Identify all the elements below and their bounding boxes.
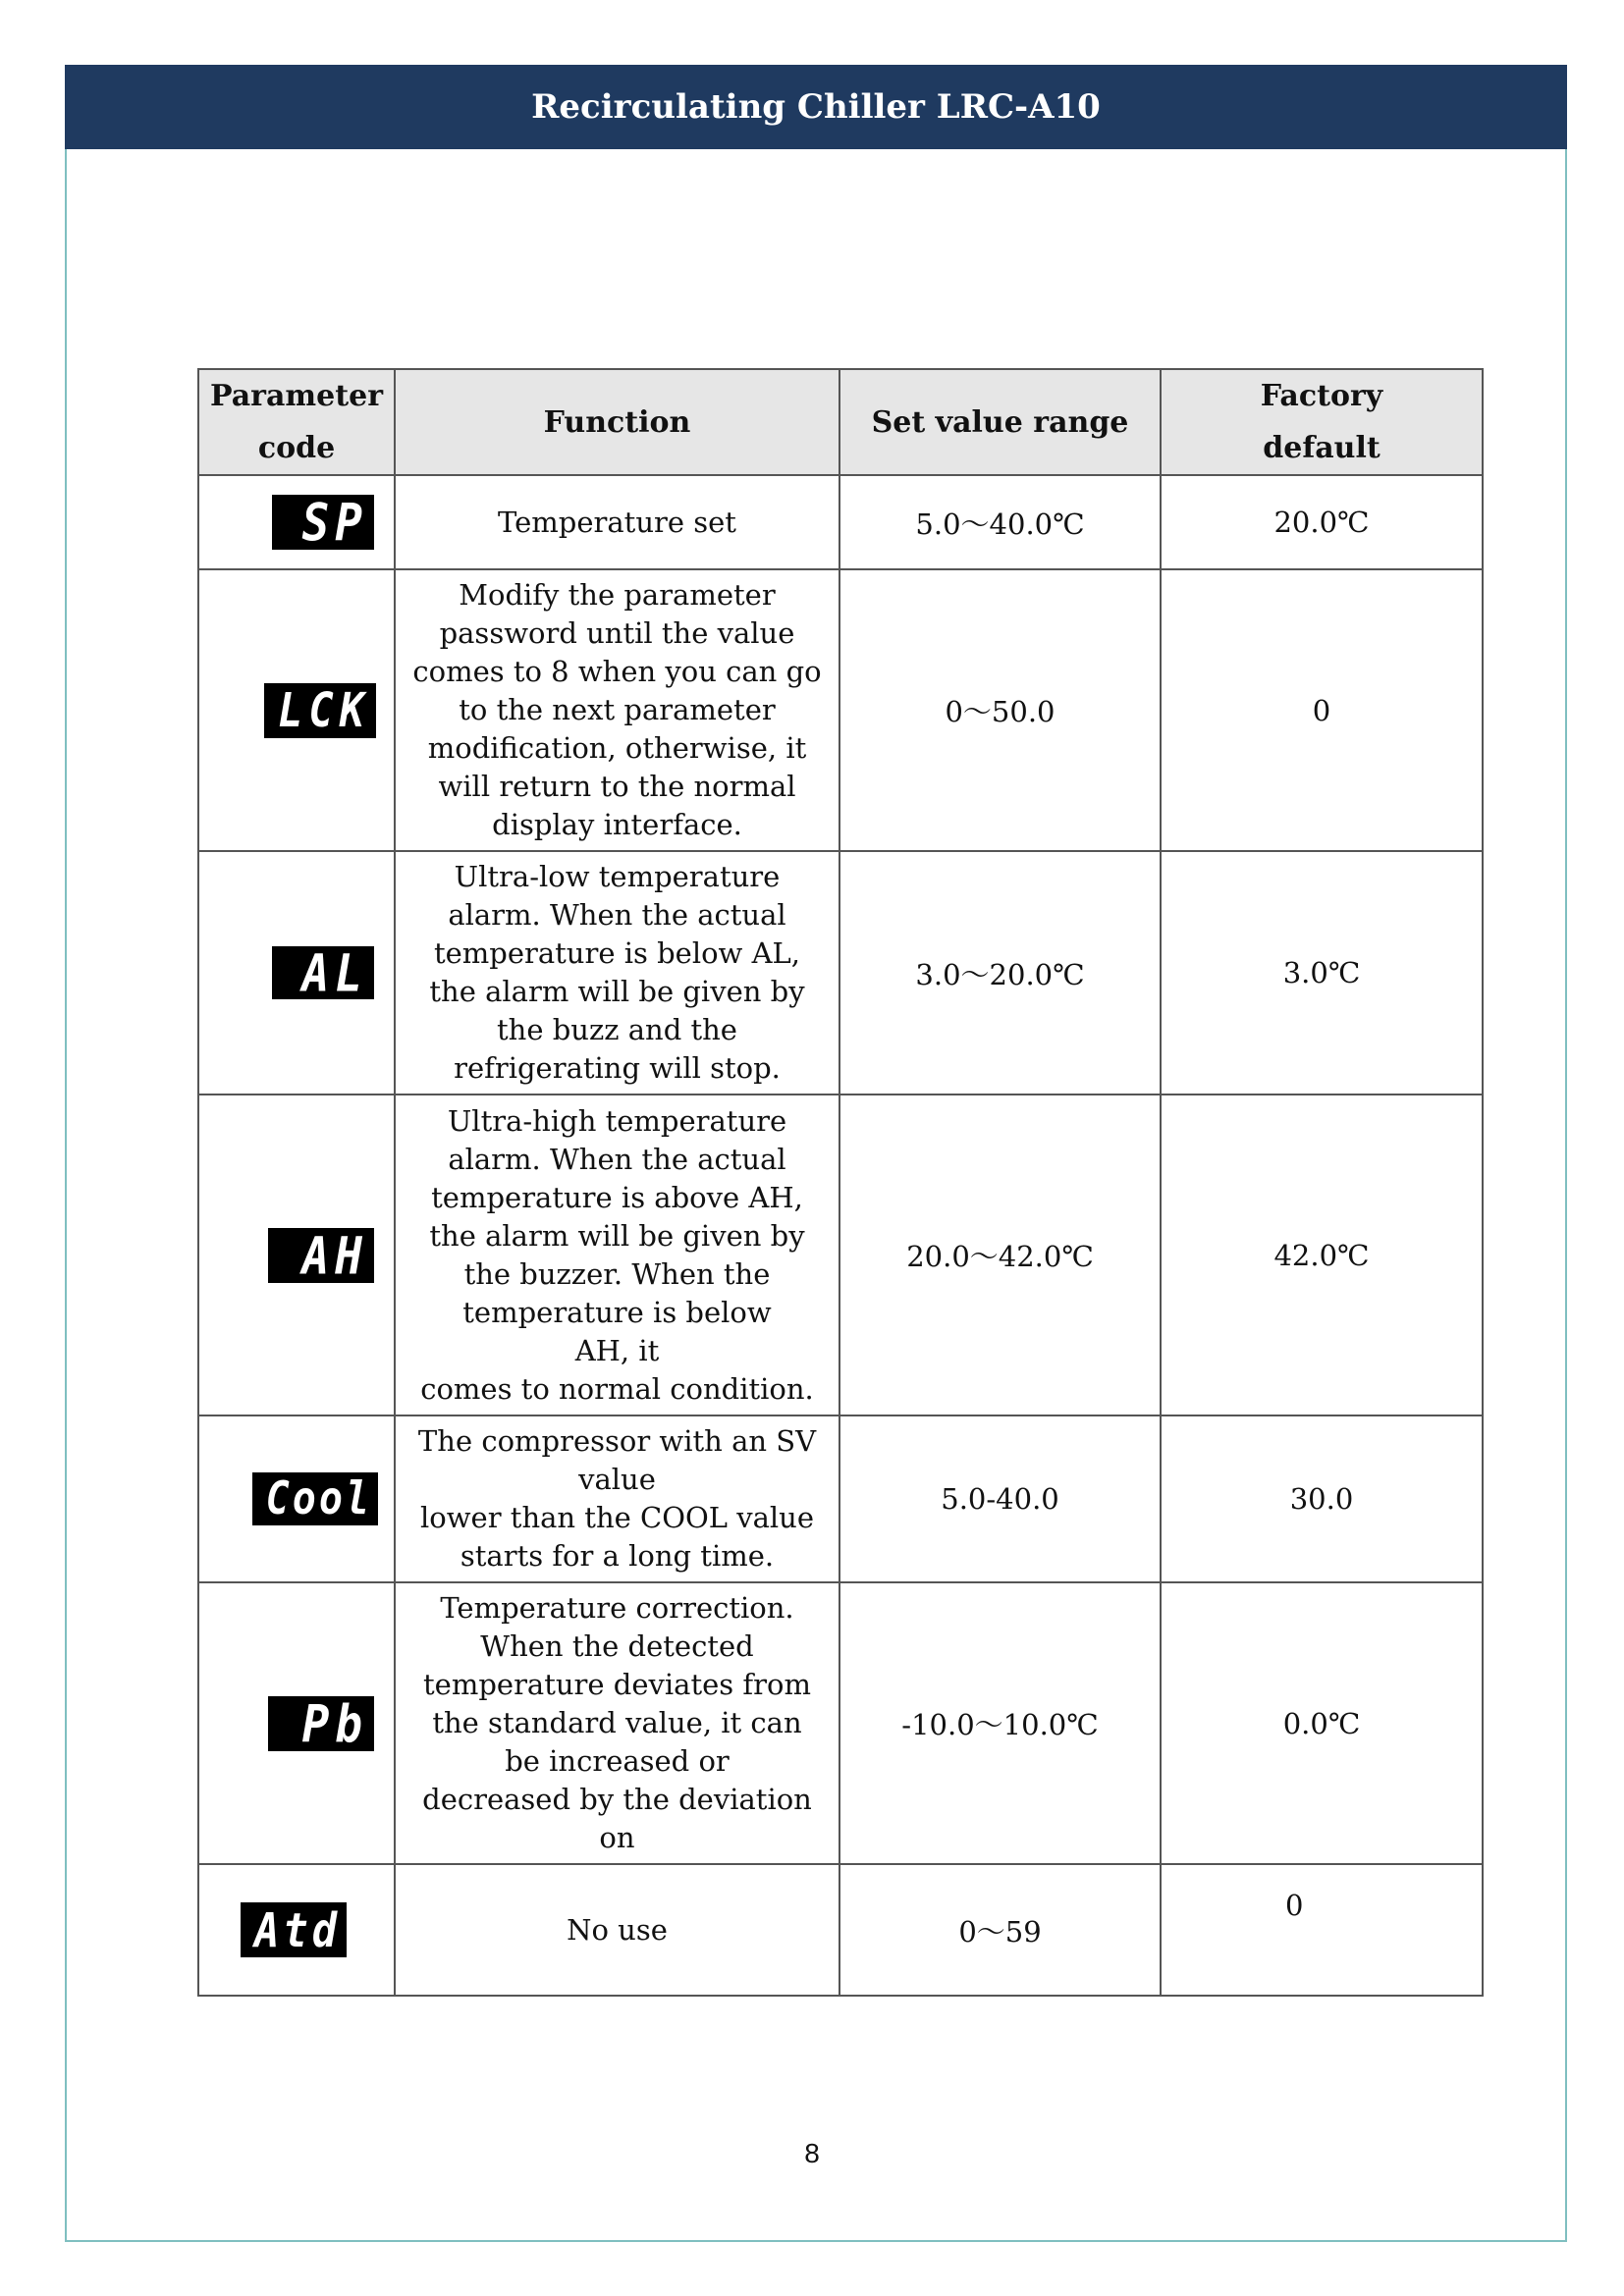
page-number: 8 [804, 2138, 820, 2168]
lcd-display-icon: Pb [268, 1696, 374, 1751]
range-cell: 5.0～40.0℃ [839, 475, 1161, 569]
table-row [198, 1864, 1483, 1996]
range-cell: 3.0～20.0℃ [839, 851, 1161, 1095]
lcd-display-icon: Cool [252, 1472, 378, 1525]
default-cell: 0 [1161, 1864, 1483, 1996]
default-cell: 0.0℃ [1161, 1582, 1483, 1864]
lcd-display-icon: Atd [241, 1902, 347, 1957]
range-cell: -10.0～10.0℃ [839, 1582, 1161, 1864]
parameter-code-cell [198, 1582, 395, 1864]
lcd-display-icon: SP [272, 495, 374, 550]
function-cell: Temperature correction. When the detected temperature deviates from the standard value, it can be increased or decreased by the deviation on [395, 1582, 839, 1864]
lcd-display-icon: AH [268, 1228, 374, 1283]
parameter-code-cell [198, 851, 395, 1095]
parameter-code-cell [198, 569, 395, 851]
function-cell: Modify the parameter password until the value comes to 8 when you can go to the next parameter modification, otherwise, it will return to the normal display interface. [395, 569, 839, 851]
column-header-function: Function [395, 369, 839, 475]
table-row [198, 1415, 1483, 1582]
parameter-code-cell [198, 1095, 395, 1415]
default-cell: 3.0℃ [1161, 851, 1483, 1095]
default-cell: 0 [1161, 569, 1483, 851]
parameter-code-cell [198, 1415, 395, 1582]
function-cell: Ultra-high temperature alarm. When the actual temperature is above AH, the alarm will be given by the buzzer. When the temperature is below AH, it comes to normal condition. [395, 1095, 839, 1415]
function-cell: The compressor with an SV value lower than the COOL value starts for a long time. [395, 1415, 839, 1582]
parameter-table [197, 368, 1484, 1997]
table-row [198, 851, 1483, 1095]
column-header-default: Factory default [1161, 369, 1483, 475]
table-row [198, 569, 1483, 851]
page-header: Recirculating Chiller LRC-A10 [65, 65, 1567, 149]
parameter-code-cell [198, 1864, 395, 1996]
function-cell: Temperature set [395, 475, 839, 569]
table-row [198, 1582, 1483, 1864]
function-cell: No use [395, 1864, 839, 1996]
lcd-display-icon: LCK [264, 683, 376, 738]
range-cell: 20.0～42.0℃ [839, 1095, 1161, 1415]
column-header-range: Set value range [839, 369, 1161, 475]
parameter-code-cell [198, 475, 395, 569]
range-cell: 5.0-40.0 [839, 1415, 1161, 1582]
default-cell: 30.0 [1161, 1415, 1483, 1582]
function-cell: Ultra-low temperature alarm. When the actual temperature is below AL, the alarm will be given by the buzz and the refrigerating will stop. [395, 851, 839, 1095]
column-header-code: Parameter code [198, 369, 395, 475]
table-header-row [198, 369, 1483, 475]
table-row [198, 1095, 1483, 1415]
range-cell: 0～59 [839, 1864, 1161, 1996]
lcd-display-icon: AL [272, 946, 374, 999]
table-row [198, 475, 1483, 569]
default-cell: 42.0℃ [1161, 1095, 1483, 1415]
range-cell: 0～50.0 [839, 569, 1161, 851]
default-cell: 20.0℃ [1161, 475, 1483, 569]
